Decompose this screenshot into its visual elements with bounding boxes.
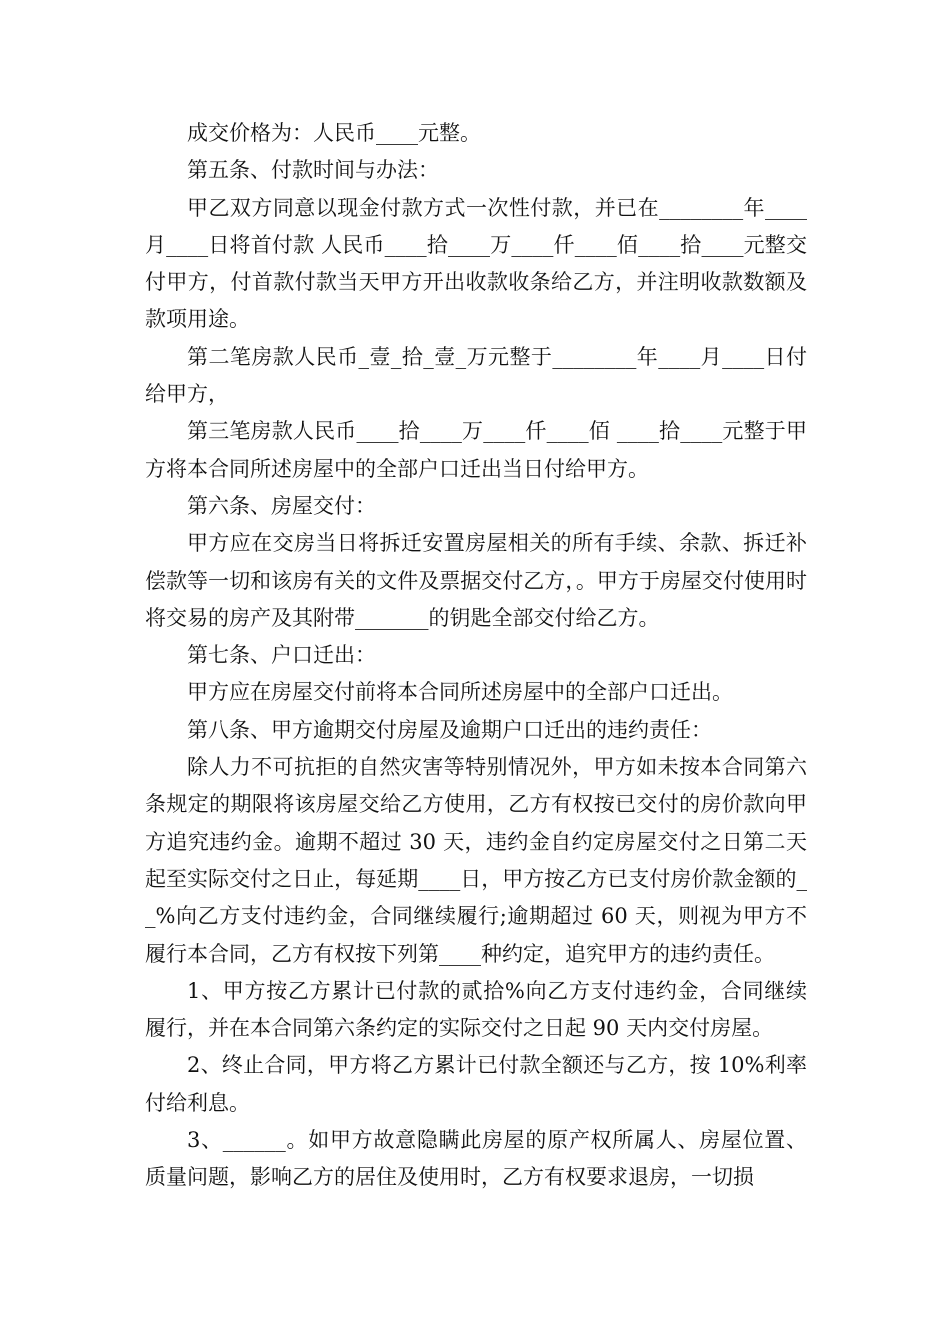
paragraph-transaction-price: 成交价格为：人民币____元整。: [187, 121, 481, 145]
list-item-2: 2、终止合同，甲方将乙方累计已付款全额还与乙方，按 10%利率付给利息。: [145, 1053, 807, 1115]
heading-article-6: 第六条、房屋交付：: [187, 493, 376, 518]
heading-article-7: 第七条、户口迁出：: [187, 643, 376, 668]
heading-article-5: 第五条、付款时间与办法：: [187, 158, 439, 183]
paragraph-house-delivery: 甲方应在交房当日将拆迁安置房屋相关的所有手续、余款、拆迁补偿款等一切和该房有关的文件及票据交付乙方，。甲方于房屋交付使用时将交易的房产及其附带_______的钥匙全部交付给乙方。: [145, 531, 807, 630]
document-body: [145, 115, 807, 1197]
paragraph-household-registration: 甲方应在房屋交付前将本合同所述房屋中的全部户口迁出。: [187, 680, 733, 705]
list-item-1: 1、甲方按乙方累计已付款的贰拾%向乙方支付违约金，合同继续履行，并在本合同第六条约定的实际交付之日起 90 天内交付房屋。: [145, 978, 807, 1041]
paragraph-second-payment: 第二笔房款人民币_壹_拾_壹_万元整于________年____月____日付给甲方，: [145, 344, 807, 407]
paragraph-first-payment: 甲乙双方同意以现金付款方式一次性付款，并已在________年____月____日将首付款 人民币____拾____万____仟____佰____拾____元整交付甲方，付首款付款当天甲方开出收款收条给乙方，并注明收款数额及款项用途。: [145, 195, 807, 332]
list-item-3: 3、______。如甲方故意隐瞒此房屋的原产权所属人、房屋位置、质量问题，影响乙方的居住及使用时，乙方有权要求退房，一切损: [145, 1128, 807, 1190]
paragraph-third-payment: 第三笔房款人民币____拾____万____仟____佰 ____拾____元整于甲方将本合同所述房屋中的全部户口迁出当日付给甲方。: [145, 419, 807, 481]
heading-article-8: 第八条、甲方逾期交付房屋及逾期户口迁出的违约责任：: [187, 717, 712, 742]
paragraph-breach-liability: 除人力不可抗拒的自然灾害等特别情况外，甲方如未按本合同第六条规定的期限将该房屋交给乙方使用，乙方有权按已交付的房价款向甲方追究违约金。逾期不超过 30 天，违约金自约定房屋交付之日第二天起至实际交付之日止，每延期____日，甲方按乙方已支付房价款金额的__%向乙方支付违约金，合同继续履行;逾期超过 60 天，则视为甲方不履行本合同，乙方有权按下列第____种约定，追究甲方的违约责任。: [145, 755, 807, 966]
